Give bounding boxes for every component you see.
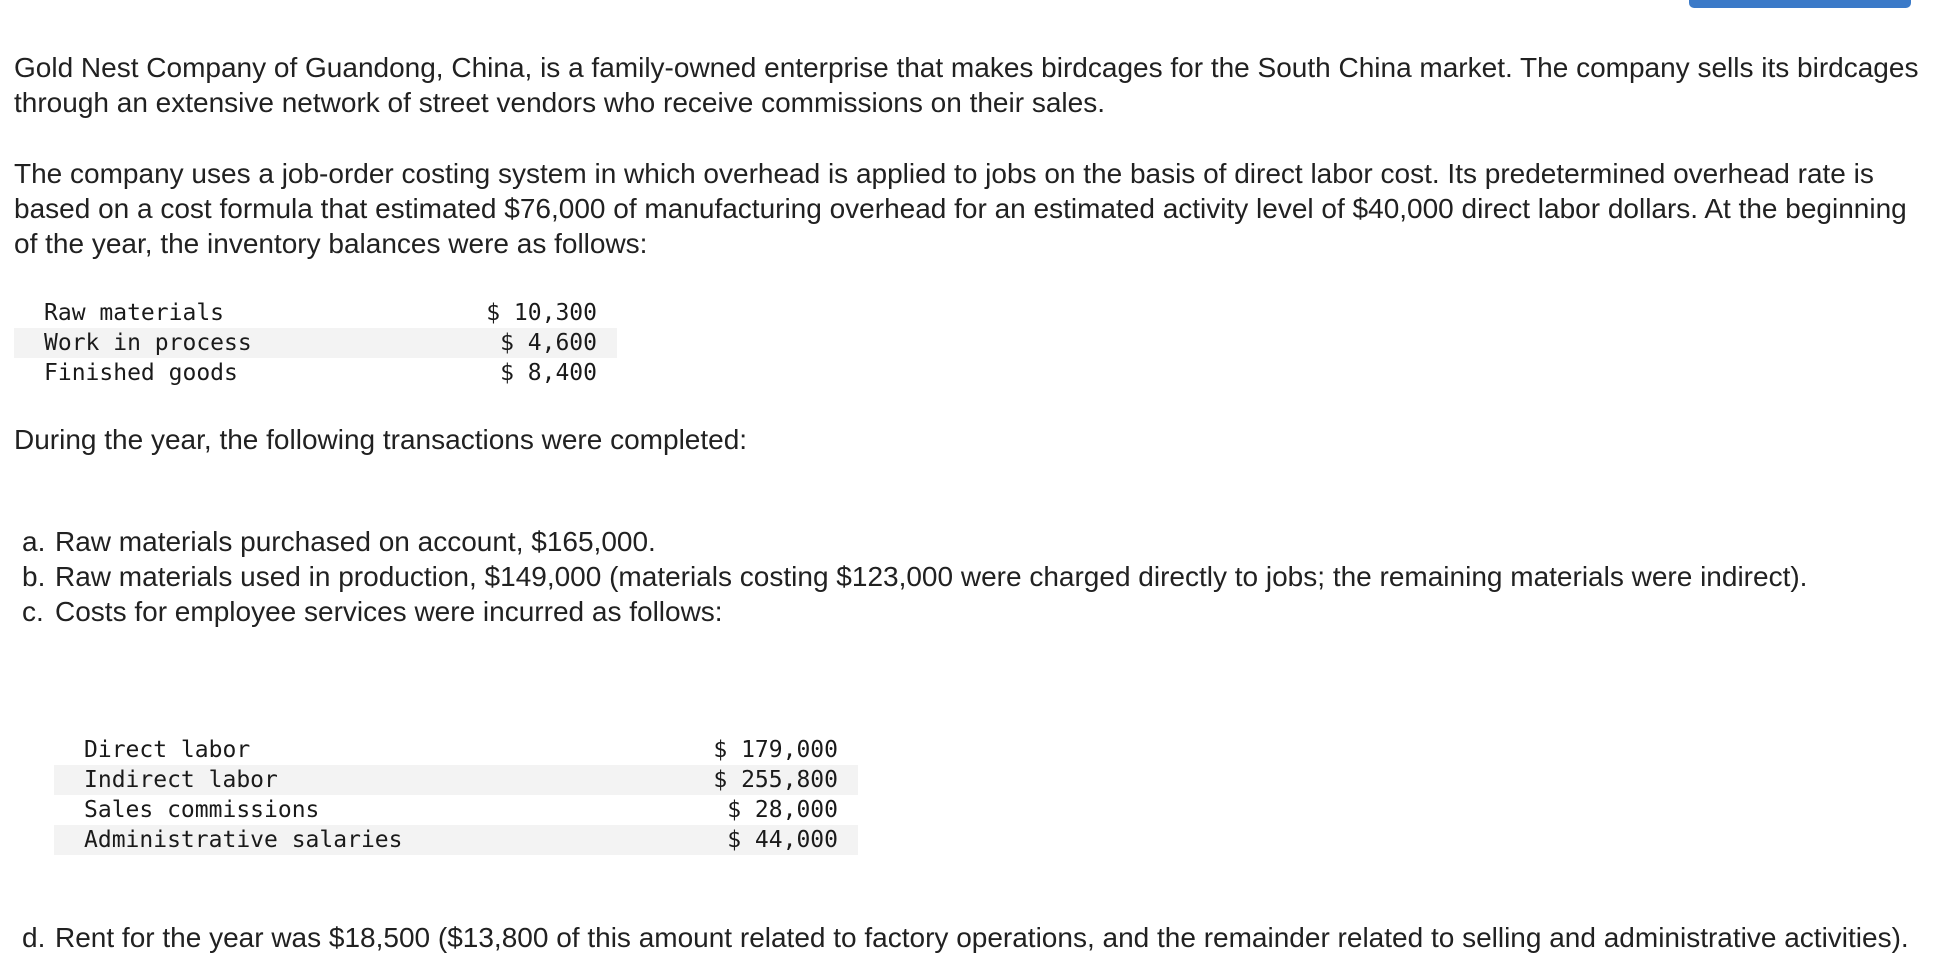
list-item bbox=[22, 524, 1922, 559]
intro-paragraph-1: Gold Nest Company of Guandong, China, is a family-owned enterprise that makes birdcages for the South China market. The company sells its birdcages through an extensive network of street vendors who receive commissions on their sales. bbox=[14, 52, 1919, 118]
employee-cost-amount: $ 44,000 bbox=[658, 825, 858, 855]
list-item bbox=[22, 920, 1922, 955]
list-item bbox=[22, 559, 1922, 594]
inventory-amount: $ 10,300 bbox=[486, 300, 597, 326]
employee-cost-label: Administrative salaries bbox=[54, 825, 658, 855]
top-action-button[interactable] bbox=[1689, 0, 1911, 8]
list-item-text: Raw materials used in production, $149,000 (materials costing $123,000 were charged directly to jobs; the remaining materials were indirect). bbox=[55, 561, 1808, 592]
list-marker: d. bbox=[22, 922, 46, 953]
inventory-label: Raw materials bbox=[44, 300, 225, 326]
inventory-balances-table bbox=[14, 298, 617, 388]
employee-cost-amount: $ 179,000 bbox=[713, 737, 838, 763]
list-marker: b. bbox=[22, 561, 46, 592]
list-marker: a. bbox=[22, 526, 46, 557]
inventory-label: Finished goods bbox=[44, 360, 238, 386]
transactions-list-d bbox=[22, 920, 1922, 955]
employee-cost-label: Direct labor bbox=[84, 737, 251, 763]
inventory-label: Work in process bbox=[14, 328, 427, 358]
inventory-amount: $ 8,400 bbox=[500, 360, 597, 386]
employee-costs-table bbox=[54, 735, 858, 855]
list-item-text: Raw materials purchased on account, $165,000. bbox=[55, 526, 656, 557]
employee-cost-label: Indirect labor bbox=[54, 765, 658, 795]
list-item-text: Costs for employee services were incurred as follows: bbox=[55, 596, 723, 627]
inventory-amount: $ 4,600 bbox=[427, 328, 617, 358]
list-marker: c. bbox=[22, 596, 44, 627]
employee-cost-amount: $ 28,000 bbox=[727, 797, 838, 823]
table-row bbox=[54, 795, 858, 825]
table-row bbox=[14, 358, 617, 388]
employee-cost-amount: $ 255,800 bbox=[658, 765, 858, 795]
list-item bbox=[22, 594, 1922, 629]
table-row bbox=[14, 328, 617, 358]
transactions-list-abc bbox=[22, 524, 1922, 629]
table-row bbox=[54, 735, 858, 765]
table-row bbox=[54, 765, 858, 795]
table-row bbox=[54, 825, 858, 855]
employee-cost-label: Sales commissions bbox=[84, 797, 320, 823]
transactions-intro: During the year, the following transactions were completed: bbox=[14, 424, 748, 455]
intro-paragraph-2: The company uses a job-order costing system in which overhead is applied to jobs on the basis of direct labor cost. Its predetermined overhead rate is based on a cost formula that estimated $76,000 of manufacturing overhead for an estimated activity level of $40,000 direct labor dollars. At the beginning of the year, the inventory balances were as follows: bbox=[14, 158, 1907, 259]
list-item-text: Rent for the year was $18,500 ($13,800 of this amount related to factory operations, and the remainder related to selling and administrative activities). bbox=[55, 922, 1909, 953]
table-row bbox=[14, 298, 617, 328]
